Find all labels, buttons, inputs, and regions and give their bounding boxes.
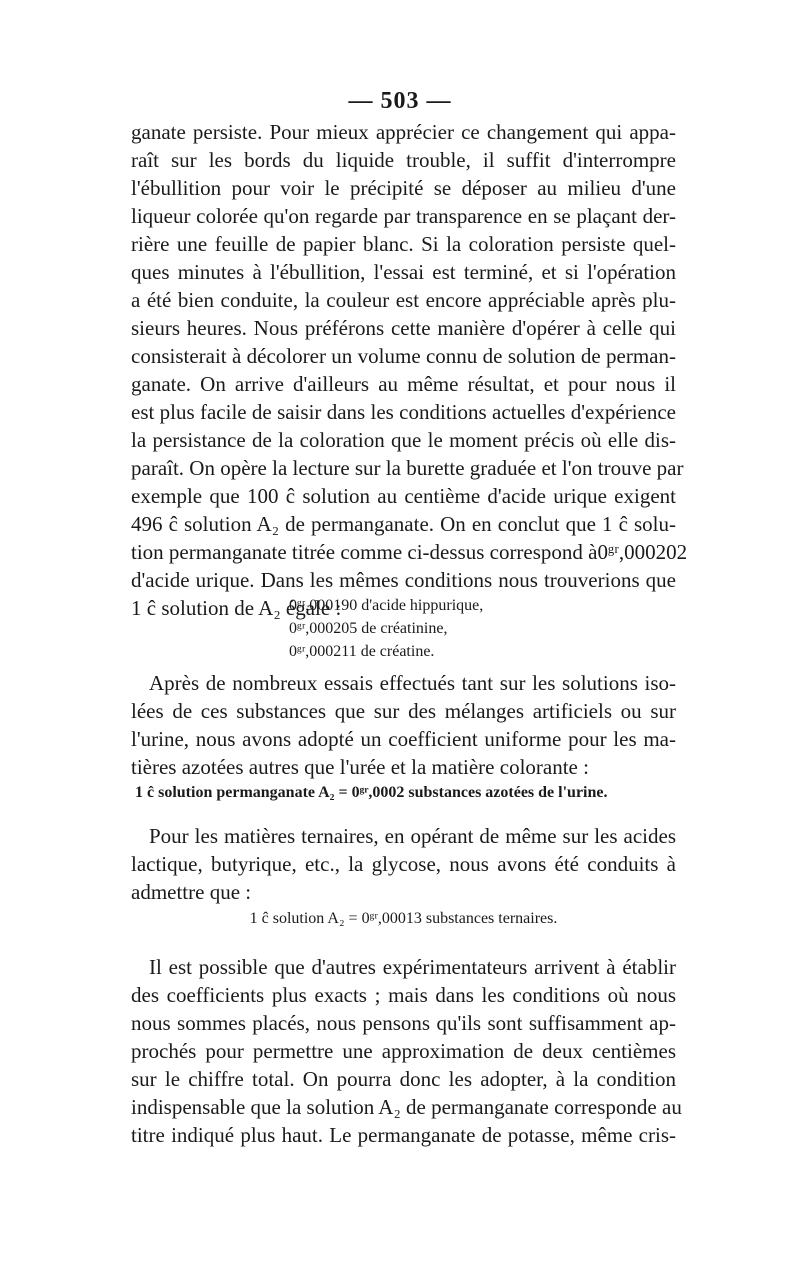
text-line: d'acide urique. Dans les mêmes conditions nous trouverions que: [131, 568, 676, 592]
text-line: Pour les matières ternaires, en opérant de même sur les acides: [149, 824, 676, 848]
text-line: raît sur les bords du liquide trouble, il suffit d'interrompre: [131, 148, 676, 172]
text-line: consisterait à décolorer un volume connu de solution de perman-: [131, 344, 676, 368]
text-line: indispensable que la solution A₂ de permanganate corresponde au: [131, 1095, 682, 1119]
text-line: est plus facile de saisir dans les conditions actuelles d'expérience: [131, 400, 676, 424]
text-line: tières azotées autres que l'urée et la matière colorante :: [131, 755, 589, 779]
page-number: — 503 —: [348, 88, 452, 114]
paragraph-1: [131, 118, 688, 622]
text-line: tion permanganate titrée comme ci-dessus correspond à0ᵍʳ,000202: [131, 540, 688, 564]
text-line: exemple que 100 ĉ solution au centième d'acide urique exigent: [131, 484, 676, 508]
text-line: sur le chiffre total. On pourra donc les adopter, à la condition: [131, 1067, 676, 1091]
list-item: 0ᵍʳ,000205 de créatinine,: [289, 620, 448, 637]
text-line: ques minutes à l'ébullition, l'essai est terminé, et si l'opération: [131, 260, 676, 284]
text-line: Après de nombreux essais effectués tant sur les solutions iso-: [149, 671, 676, 695]
text-line: titre indiqué plus haut. Le permanganate de potasse, même cris-: [131, 1123, 676, 1147]
text-line: a été bien conduite, la couleur est encore appréciable après plu-: [131, 288, 676, 312]
text-line: prochés pour permettre une approximation de deux centièmes: [131, 1039, 676, 1063]
text-line: la persistance de la coloration que le moment précis où elle dis-: [131, 428, 676, 452]
text-line: admettre que :: [131, 880, 252, 904]
text-line: 496 ĉ solution A₂ de permanganate. On en conclut que 1 ĉ solu-: [131, 512, 676, 536]
formula-nitrogen: 1 ĉ solution permanganate A₂ = 0ᵍʳ,0002 substances azotées de l'urine.: [135, 784, 608, 801]
text-line: nous sommes placés, nous pensons qu'ils sont suffisamment ap-: [131, 1011, 676, 1035]
text-line: lées de ces substances que sur des mélanges artificiels ou sur: [131, 699, 676, 723]
compound-list: [289, 594, 483, 663]
text-line: ganate. On arrive d'ailleurs au même résultat, et pour nous il: [131, 372, 676, 396]
text-line: lactique, butyrique, etc., la glycose, nous avons été conduits à: [131, 852, 676, 876]
text-line: paraît. On opère la lecture sur la burette graduée et l'on trouve par: [131, 456, 684, 480]
text-line: 1 ĉ solution de A₂ égale :: [131, 596, 342, 620]
paragraph-3: [131, 822, 676, 906]
text-line: des coefficients plus exacts ; mais dans les conditions où nous: [131, 983, 676, 1007]
formula-ternary: 1 ĉ solution A₂ = 0ᵍʳ,00013 substances ternaires.: [249, 910, 558, 927]
paragraph-4: [131, 953, 682, 1149]
text-line: l'ébullition pour voir le précipité se déposer au milieu d'une: [131, 176, 676, 200]
text-line: liqueur colorée qu'on regarde par transparence en se plaçant der-: [131, 204, 676, 228]
text-line: ganate persiste. Pour mieux apprécier ce changement qui appa-: [131, 120, 676, 144]
paragraph-2: [131, 669, 676, 781]
text-line: l'urine, nous avons adopté un coefficient uniforme pour les ma-: [131, 727, 676, 751]
text-line: Il est possible que d'autres expérimentateurs arrivent à établir: [149, 955, 676, 979]
text-line: rière une feuille de papier blanc. Si la coloration persiste quel-: [131, 232, 676, 256]
list-item: 0ᵍʳ,000211 de créatine.: [289, 643, 435, 660]
list-item: 0ᵍʳ,000190 d'acide hippurique,: [289, 597, 484, 614]
text-line: sieurs heures. Nous préférons cette manière d'opérer à celle qui: [131, 316, 676, 340]
